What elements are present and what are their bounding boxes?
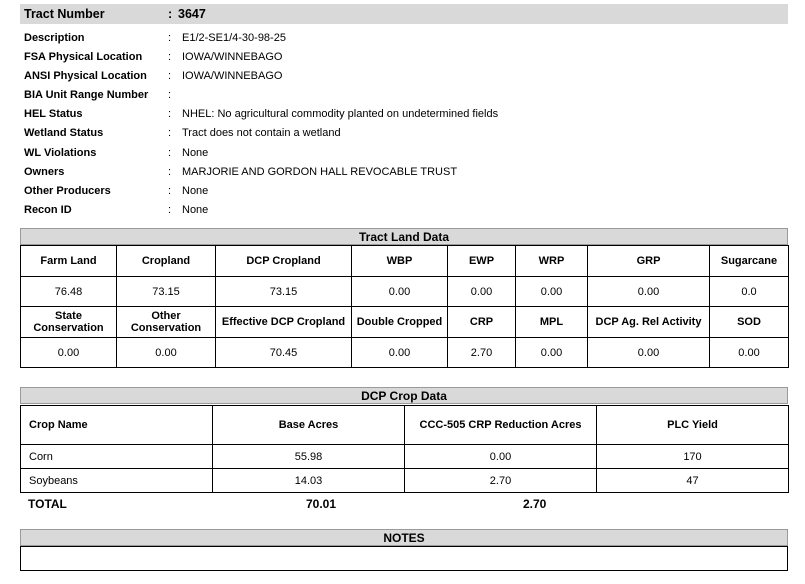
crop-row bbox=[21, 445, 789, 469]
info-label: HEL Status bbox=[24, 108, 83, 120]
land-value-cell: 73.15 bbox=[117, 277, 216, 307]
info-label: Owners bbox=[24, 166, 65, 178]
info-label: WL Violations bbox=[24, 147, 97, 159]
land-header-cell: Other Conservation bbox=[117, 307, 216, 338]
crop-value-cell: 2.70 bbox=[405, 469, 597, 493]
crop-value-cell: 55.98 bbox=[213, 445, 405, 469]
land-header-cell: State Conservation bbox=[21, 307, 117, 338]
info-colon: : bbox=[168, 32, 172, 44]
dcp-crop-data-table bbox=[20, 405, 789, 493]
crop-value-cell: 14.03 bbox=[213, 469, 405, 493]
land-header-cell: DCP Ag. Rel Activity bbox=[588, 307, 710, 338]
land-header-row-2 bbox=[21, 307, 789, 338]
land-value-cell: 73.15 bbox=[216, 277, 352, 307]
tract-number-label: Tract Number bbox=[24, 7, 105, 21]
crop-name-cell: Soybeans bbox=[21, 469, 213, 493]
land-header-cell: GRP bbox=[588, 246, 710, 277]
crop-header-row bbox=[21, 406, 789, 445]
land-header-cell: EWP bbox=[448, 246, 516, 277]
info-colon: : bbox=[168, 127, 172, 139]
info-value: MARJORIE AND GORDON HALL REVOCABLE TRUST bbox=[182, 166, 458, 178]
land-header-cell: Farm Land bbox=[21, 246, 117, 277]
land-header-cell: SOD bbox=[710, 307, 789, 338]
land-header-cell: MPL bbox=[516, 307, 588, 338]
land-value-row-2 bbox=[21, 338, 789, 368]
land-header-cell: Double Cropped bbox=[352, 307, 448, 338]
land-value-cell: 0.00 bbox=[352, 277, 448, 307]
land-value-cell: 0.0 bbox=[710, 277, 789, 307]
info-label: Wetland Status bbox=[24, 127, 104, 139]
land-value-cell: 70.45 bbox=[216, 338, 352, 368]
info-colon: : bbox=[168, 147, 172, 159]
crop-header-cell: CCC-505 CRP Reduction Acres bbox=[405, 406, 597, 445]
info-value: IOWA/WINNEBAGO bbox=[182, 70, 283, 82]
crop-value-cell: 0.00 bbox=[405, 445, 597, 469]
info-value: None bbox=[182, 147, 209, 159]
info-colon: : bbox=[168, 108, 172, 120]
tract-land-data-title: Tract Land Data bbox=[20, 228, 788, 245]
info-label: ANSI Physical Location bbox=[24, 70, 147, 82]
info-value: NHEL: No agricultural commodity planted on undetermined fields bbox=[182, 108, 499, 120]
land-header-cell: Sugarcane bbox=[710, 246, 789, 277]
land-value-cell: 0.00 bbox=[117, 338, 216, 368]
land-value-cell: 0.00 bbox=[21, 338, 117, 368]
crop-value-cell: 170 bbox=[597, 445, 789, 469]
tract-land-data-table bbox=[20, 245, 789, 368]
info-colon: : bbox=[168, 204, 172, 216]
land-header-cell: WRP bbox=[516, 246, 588, 277]
info-value: IOWA/WINNEBAGO bbox=[182, 51, 283, 63]
info-value: Tract does not contain a wetland bbox=[182, 127, 341, 139]
info-label: Description bbox=[24, 32, 85, 44]
land-header-cell: Effective DCP Cropland bbox=[216, 307, 352, 338]
land-value-cell: 0.00 bbox=[710, 338, 789, 368]
land-header-cell: WBP bbox=[352, 246, 448, 277]
land-value-cell: 0.00 bbox=[516, 338, 588, 368]
land-value-cell: 0.00 bbox=[516, 277, 588, 307]
crop-value-cell: 47 bbox=[597, 469, 789, 493]
total-base-acres: 70.01 bbox=[306, 497, 337, 511]
notes-title: NOTES bbox=[20, 529, 788, 546]
land-header-row-1 bbox=[21, 246, 789, 277]
land-value-cell: 0.00 bbox=[588, 277, 710, 307]
crop-header-cell: Base Acres bbox=[213, 406, 405, 445]
crop-header-cell: Crop Name bbox=[21, 406, 213, 445]
info-colon: : bbox=[168, 89, 172, 101]
tract-number-colon: : bbox=[168, 7, 173, 21]
crop-row bbox=[21, 469, 789, 493]
land-header-cell: CRP bbox=[448, 307, 516, 338]
info-value: None bbox=[182, 185, 209, 197]
land-value-cell: 76.48 bbox=[21, 277, 117, 307]
info-colon: : bbox=[168, 70, 172, 82]
info-label: Recon ID bbox=[24, 204, 72, 216]
land-header-cell: Cropland bbox=[117, 246, 216, 277]
dcp-crop-data-title: DCP Crop Data bbox=[20, 387, 788, 404]
info-value: None bbox=[182, 204, 209, 216]
tract-number-bar bbox=[20, 4, 788, 24]
info-label: BIA Unit Range Number bbox=[24, 89, 149, 101]
info-colon: : bbox=[168, 51, 172, 63]
info-label: Other Producers bbox=[24, 185, 111, 197]
land-value-cell: 2.70 bbox=[448, 338, 516, 368]
total-reduction-acres: 2.70 bbox=[523, 497, 547, 511]
info-value: E1/2-SE1/4-30-98-25 bbox=[182, 32, 286, 44]
notes-box bbox=[20, 546, 788, 571]
crop-header-cell: PLC Yield bbox=[597, 406, 789, 445]
land-header-cell: DCP Cropland bbox=[216, 246, 352, 277]
land-value-cell: 0.00 bbox=[352, 338, 448, 368]
info-colon: : bbox=[168, 185, 172, 197]
total-label: TOTAL bbox=[28, 497, 67, 511]
land-value-cell: 0.00 bbox=[448, 277, 516, 307]
land-value-row-1 bbox=[21, 277, 789, 307]
tract-number-value: 3647 bbox=[178, 7, 206, 21]
crop-total-row bbox=[20, 494, 788, 514]
land-value-cell: 0.00 bbox=[588, 338, 710, 368]
info-label: FSA Physical Location bbox=[24, 51, 143, 63]
info-colon: : bbox=[168, 166, 172, 178]
crop-name-cell: Corn bbox=[21, 445, 213, 469]
